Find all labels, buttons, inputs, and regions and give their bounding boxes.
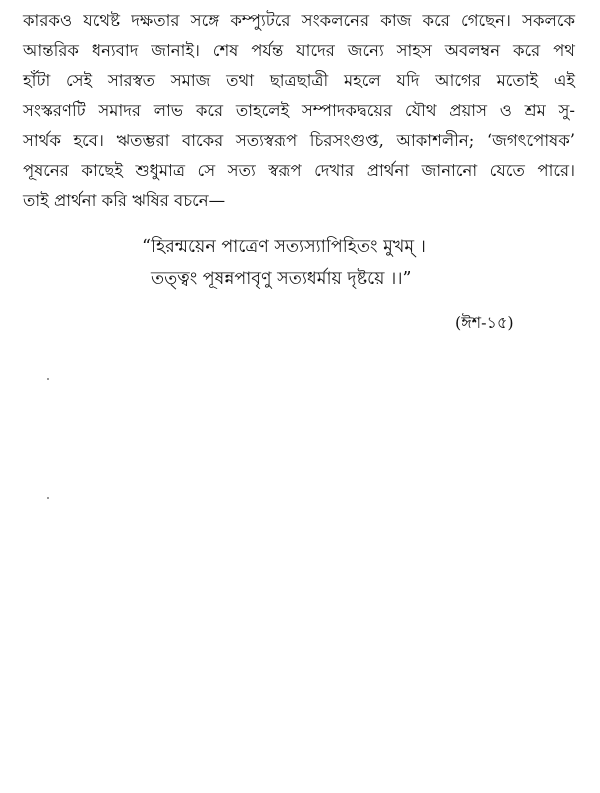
body-paragraph — [23, 6, 575, 216]
paragraph-line-1: কারকও যথেষ্ট দক্ষতার সঙ্গে কম্প্যুটরে সংকলনের কাজ করে গেছেন। সকলকে — [23, 11, 575, 30]
verse-quotation — [142, 231, 562, 295]
paragraph-line-3: হাঁটা সেই সারস্বত সমাজ তথা ছাত্রছাত্রী মহলে যদি আগের মতোই এই — [23, 71, 575, 90]
paragraph-line-5: সার্থক হবে। ঋতম্ভরা বাকের সত্যস্বরূপ চিরসংগুপ্ত, আকাশলীন; ‘জগৎপোষক’ — [23, 131, 575, 150]
scan-speck — [47, 378, 49, 380]
paragraph-line-2: আন্তরিক ধন্যবাদ জানাই। শেষ পর্যন্ত যাদের জন্যে সাহস অবলম্বন করে পথ — [23, 41, 575, 60]
scan-speck — [47, 497, 49, 499]
paragraph-line-4: সংস্করণটি সমাদর লাভ করে তাহলেই সম্পাদকদ্বয়ের যৌথ প্রয়াস ও শ্রম সু- — [23, 101, 575, 120]
verse-citation: (ঈশ-১৫) — [455, 313, 514, 332]
paragraph-line-7: তাই প্রার্থনা করি ঋষির বচনে— — [23, 191, 226, 210]
paragraph-line-6: পূষনের কাছেই শুধুমাত্র সে সত্য স্বরূপ দেখার প্রার্থনা জানানো যেতে পারে। — [23, 161, 575, 180]
verse-line-2: তত্ত্বং পূষন্নপাবৃণু সত্যধর্মায় দৃষ্টয়ে ।।” — [151, 269, 412, 289]
verse-line-1: “হিরন্ময়েন পাত্রেণ সত্যস্যাপিহিতং মুখম্ । — [142, 237, 426, 257]
